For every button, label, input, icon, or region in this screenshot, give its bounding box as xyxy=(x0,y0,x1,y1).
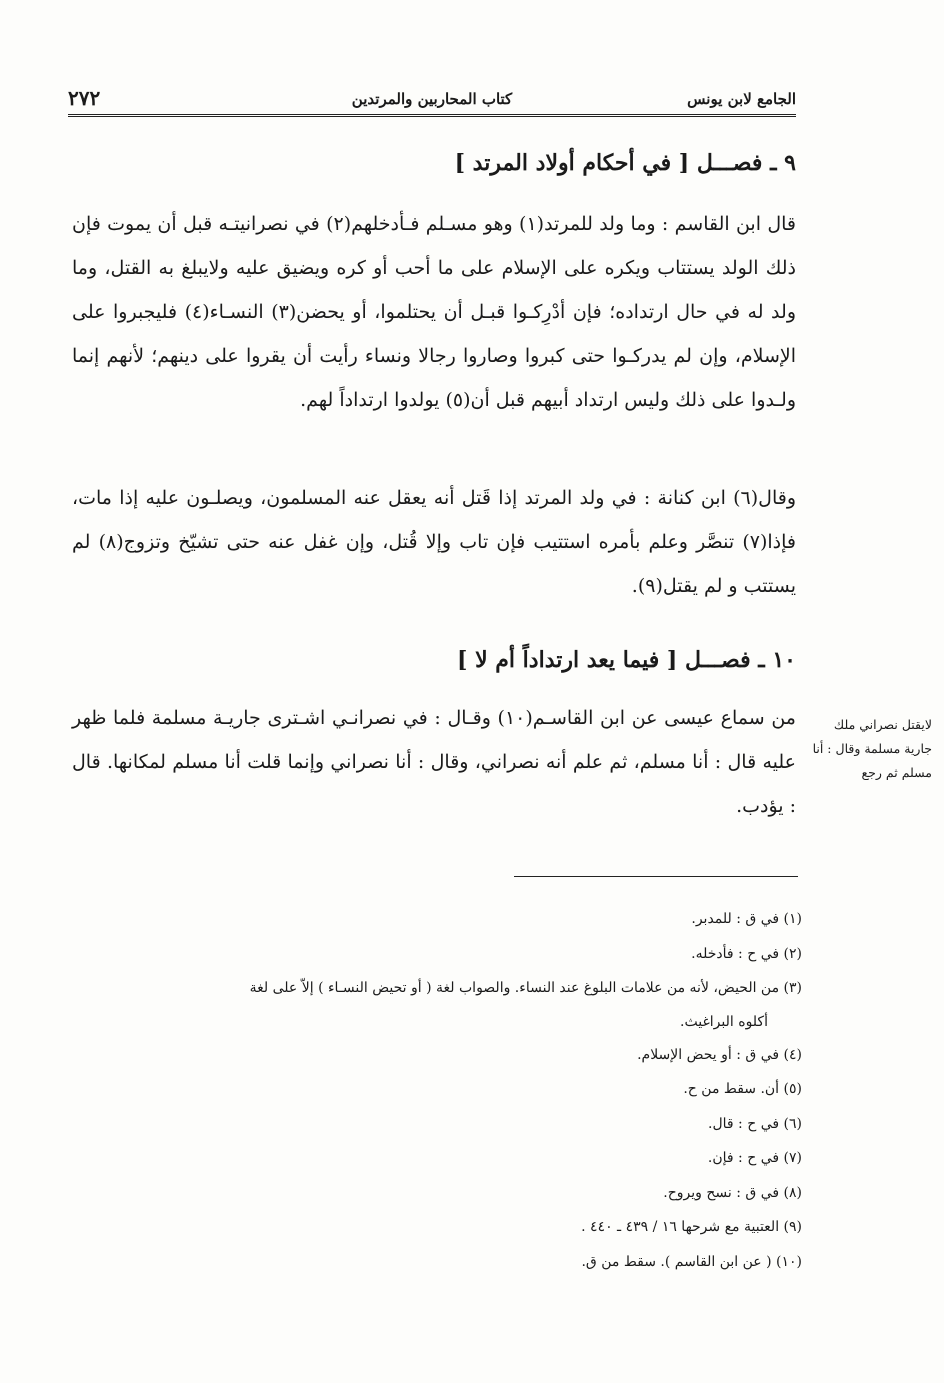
footnote: (٦) في ح : قال. xyxy=(708,1115,802,1132)
footnote: (١) في ق : للمدبر. xyxy=(691,911,802,927)
section-9-paragraph-2: وقال(٦) ابن كنانة : في ولد المرتد إذا قَتل أنه يعقل عنه المسلمون، ويصلـون عليه إذا مات، فإذا(٧) تنصَّر وعلم بأمره استتيب فإن تاب وإلا قُتل، وإن غفل عنه حتى تشيّخ وتزوج(٨) لم يستتب و لم يقتل(٩). xyxy=(72,487,796,597)
footnote: (٥) أن. سقط من ح. xyxy=(683,1081,802,1097)
section-9-heading: ٩ ـ فصـــل [ في أحكام أولاد المرتد ] xyxy=(454,150,796,176)
chapter-title: كتاب المحاربين والمرتدين xyxy=(351,90,513,108)
footnote: (٢) في ح : فأدخله. xyxy=(691,945,802,962)
section-10-paragraph-1: من سماع عيسى عن ابن القاسـم(١٠) وقـال : في نصرانـي اشـترى جاريـة مسلمة فلما ظهر عليه قال : أنا مسلم، ثم علم أنه نصراني، وقال : أنا نصراني وإنما قلت أنا مسلم لمكانها. قال : يؤدب. xyxy=(72,707,796,817)
footnote: (٧) في ح : فإن. xyxy=(707,1150,802,1166)
section-10-heading: ١٠ ـ فصـــل [ فيما يعد ارتداداً أم لا ] xyxy=(457,647,796,673)
footnote-separator xyxy=(514,876,798,877)
footnote: (٣) من الحيض، لأنه من علامات البلوغ عند النساء. والصواب لغة ( أو تحيض النسـاء ) إلاّ على لغة xyxy=(249,980,802,996)
footnote: (٤) في ق : أو يحض الإسلام. xyxy=(637,1046,802,1063)
footnote: (١٠) ( عن ابن القاسم ). سقط من ق. xyxy=(581,1253,802,1270)
footnote: (٩) العتبية مع شرحها ١٦ / ٤٣٩ ـ ٤٤٠ . xyxy=(581,1219,802,1235)
page-number: ٢٧٢ xyxy=(68,86,101,110)
book-title: الجامع لابن يونس xyxy=(687,90,796,108)
footnotes xyxy=(72,902,802,1279)
footnote: (٨) في ق : نسح ويروح. xyxy=(663,1184,802,1201)
running-header xyxy=(68,88,796,117)
margin-note: لايقتل نصراني ملك جارية مسلمة وقال : أنا مسلم ثم رجع xyxy=(812,717,932,780)
footnote-continuation: أكلوه البراغيث. xyxy=(680,1013,768,1030)
section-9-paragraph-1: قال ابن القاسم : وما ولد للمرتد(١) وهو مسـلم فـأدخلهم(٢) في نصرانيتـه قبل أن يموت فإن ذلك الولد يستتاب ويكره على الإسلام على ما أحب أو كره ويضيق عليه ولايبلغ به القتل، وما ولد له في حال ارتداده؛ فإن أدْرِكـوا قبـل أن يحتلموا، أو يحضن(٣) النسـاء(٤) فليجبروا على الإسلام، وإن لم يدركـوا حتى كبروا وصاروا رجالا ونساء رأيت أن يقروا على دينهم؛ لأنهم إنما ولـدوا على ذلك وليس ارتداد أبيهم قبل أن(٥) يولدوا ارتداداً لهم. xyxy=(72,213,796,411)
